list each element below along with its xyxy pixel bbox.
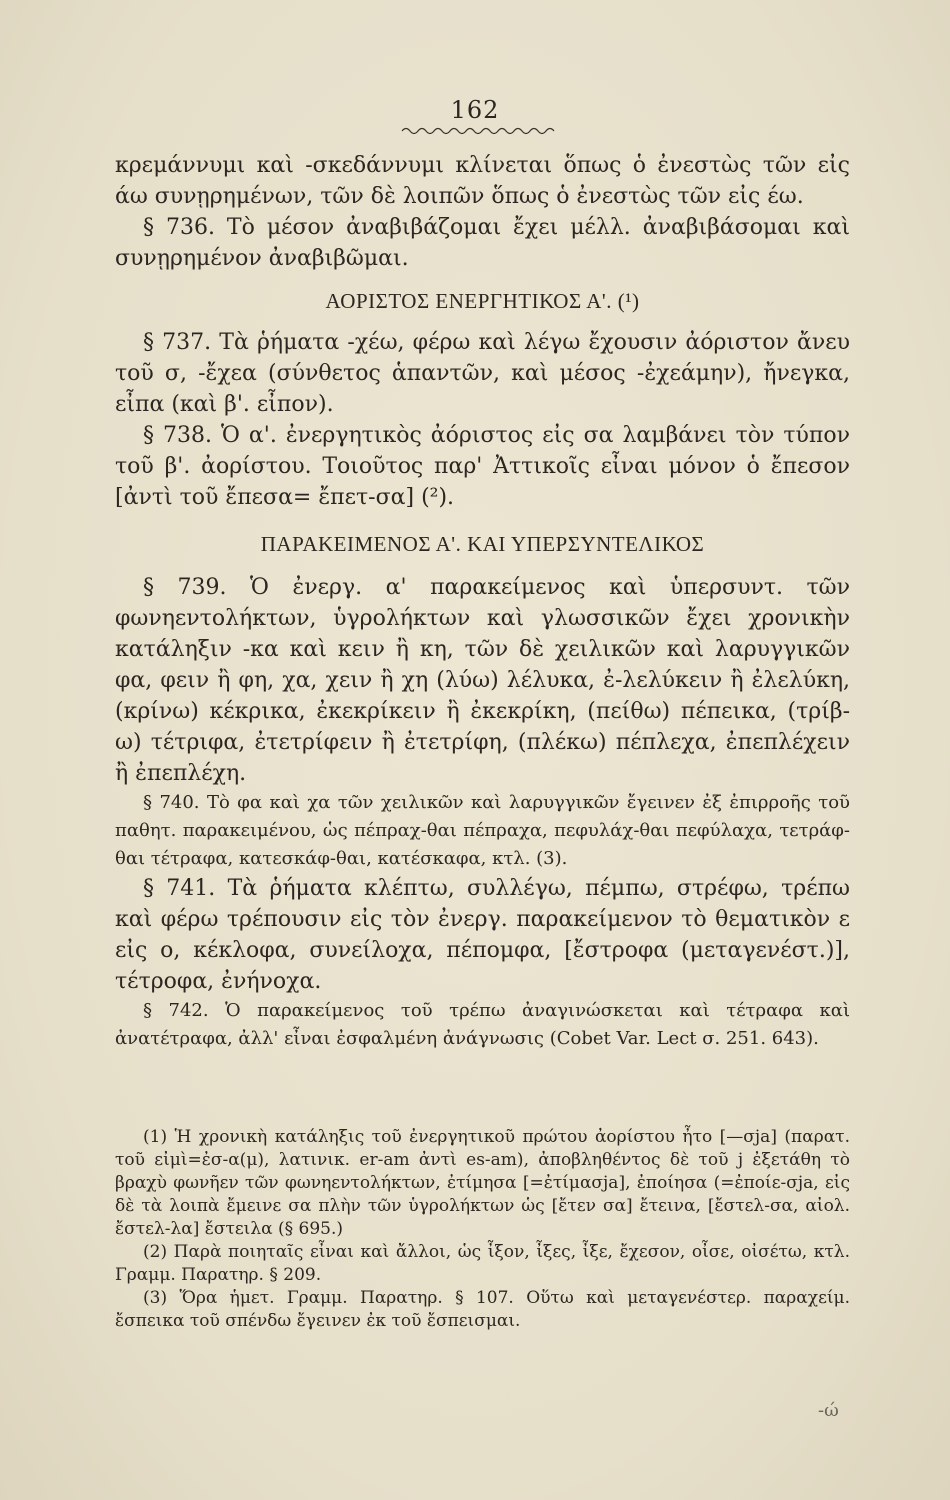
paragraph: κρεμάννυμι καὶ -σκεδάννυμι κλίνεται ὅπως ὁ ἐνεστὼς τῶν εἰς άω συνῃρημένων, τῶν δὲ λοιπῶν ὅπως ὁ ἐνεστὼς τῶν εἰς έω. bbox=[115, 153, 850, 209]
footnote: (3) Ὅρα ἡμετ. Γραμμ. Παρατηρ. § 107. Οὕτω καὶ μεταγενέστερ. παραχείμ. ἔσπεικα τοῦ σπένδω ἔγεινεν ἐκ τοῦ ἔσπεισμαι. bbox=[115, 1288, 850, 1331]
paragraph: § 738. Ὁ α'. ἐνεργητικὸς ἀόριστος εἰς σα λαμβάνει τὸν τύπον τοῦ β'. ἀορίστου. Τοιοῦτος παρ' Ἀττικοῖς εἶναι μόνον ὁ ἔπεσον [ἀντὶ τοῦ ἔπεσα= ἔπετ-σα] (²). bbox=[115, 423, 850, 510]
paragraph: § 741. Τὰ ῥήματα κλέπτω, συλλέγω, πέμπω, στρέφω, τρέπω καὶ φέρω τρέπουσιν εἰς τὸν ἐνεργ. παρακείμενον τὸ θεματικὸν ε εἰς ο, κέκλοφα, συνείλοχα, πέπομφα, [ἔστροφα (μεταγενέστ.)], τέτροφα, ἐνήνοχα. bbox=[115, 876, 850, 994]
margin-mark: -ώ bbox=[818, 1400, 839, 1421]
footnote-divider bbox=[115, 1117, 850, 1118]
footnote: (1) Ἡ χρονικὴ κατάληξις τοῦ ἐνεργητικοῦ πρώτου ἀορίστου ἦτο [—σja] (παρατ. τοῦ εἰμὶ=ἐσ-α(μ), λατινικ. er-am ἀντὶ es-am), ἀποβληθέντος δὲ τοῦ j ἐξετάθη τὸ βραχὺ φωνῆεν τῶν φωνηεντολήκτων, ἐτίμησα [=ἐτίμασja], ἐποίησα (=ἐποίε-σja, εἰς δὲ τὰ λοιπὰ ἔμεινε σα πλὴν τῶν ὑγρολήκτων ὡς [ἔτεν σα] ἔτεινα, [ἔστελ-σα, αἰολ. ἔστελ-λα] ἔστειλα (§ 695.) bbox=[115, 1127, 850, 1239]
paragraph: § 737. Τὰ ῥήματα -χέω, φέρω καὶ λέγω ἔχουσιν ἀόριστον ἄνευ τοῦ σ, -ἔχεα (σύνθετος ἁπαντῶν, καὶ μέσος -ἐχεάμην), ἤνεγκα, εἶπα (καὶ β'. εἶπον). bbox=[115, 330, 850, 417]
paragraph: § 736. Τὸ μέσον ἀναβιβάζομαι ἔχει μέλλ. ἀναβιβάσομαι καὶ συνῃρημένον ἀναβιβῶμαι. bbox=[115, 215, 850, 271]
footnote: (2) Παρὰ ποιηταῖς εἶναι καὶ ἄλλοι, ὡς ἶξον, ἶξες, ἶξε, ἔχεσον, οἶσε, οἰσέτω, κτλ. Γραμμ. Παρατηρ. § 209. bbox=[115, 1242, 850, 1285]
section-heading: ΑΟΡΙΣΤΟΣ ΕΝΕΡΓΗΤΙΚΟΣ Α'. (¹) bbox=[325, 289, 640, 313]
paragraph-small: § 740. Τὸ φα καὶ χα τῶν χειλικῶν καὶ λαρυγγικῶν ἔγεινεν ἐξ ἐπιρροῆς τοῦ παθητ. παρακειμένου, ὡς πέπραχ-θαι πέπραχα, πεφυλάχ-θαι πεφύλαχα, τετράφ-θαι τέτραφα, κατεσκάφ-θαι, κατέσκαφα, κτλ. (3). bbox=[115, 792, 850, 869]
page-number: 162 bbox=[450, 96, 500, 124]
paragraph: § 739. Ὁ ἐνεργ. α' παρακείμενος καὶ ὑπερσυντ. τῶν φωνηεντολήκτων, ὑγρολήκτων καὶ γλωσσικῶν ἔχει χρονικὴν κατάληξιν -κα καὶ κειν ἢ κη, τῶν δὲ χειλικῶν καὶ λαρυγγικῶν φα, φειν ἢ φη, χα, χειν ἢ χη (λύω) λέλυκα, ἐ-λελύκειν ἢ ἐλελύκη, (κρίνω) κέκρικα, ἐκεκρίκειν ἢ ἐκεκρίκη, (πείθω) πέπεικα, (τρίβ-ω) τέτριφα, ἐτετρίφειν ἢ ἐτετρίφη, (πλέκω) πέπλεχα, ἐπεπλέχειν ἢ ἐπεπλέχη. bbox=[115, 575, 850, 786]
ornament-wavy-rule bbox=[400, 124, 558, 138]
section-heading: ΠΑΡΑΚΕΙΜΕΝΟΣ Α'. ΚΑΙ ΥΠΕΡΣΥΝΤΕΛΙΚΟΣ bbox=[260, 532, 705, 556]
main-text bbox=[115, 150, 850, 1053]
paragraph-small: § 742. Ὁ παρακείμενος τοῦ τρέπω ἀναγινώσκεται καὶ τέτραφα καὶ ἀνατέτραφα, ἀλλ' εἶναι ἐσφαλμένη ἀνάγνωσις (Cobet Var. Lect σ. 251. 643). bbox=[115, 1000, 850, 1049]
footnotes bbox=[115, 1126, 850, 1333]
